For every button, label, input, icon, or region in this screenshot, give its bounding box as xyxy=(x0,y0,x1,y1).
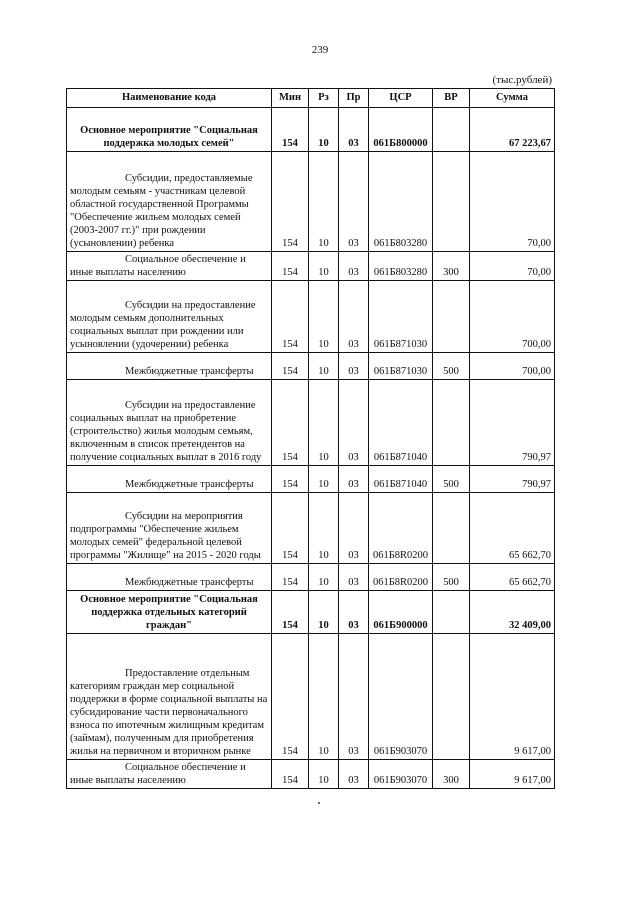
row-csr: 061Б803280 xyxy=(369,152,433,252)
table-header-row xyxy=(67,89,555,108)
row-min: 154 xyxy=(272,152,309,252)
table-row xyxy=(67,281,555,353)
row-csr: 061Б871040 xyxy=(369,466,433,493)
row-csr: 061Б8R0200 xyxy=(369,564,433,591)
row-sum: 9 617,00 xyxy=(470,634,555,760)
row-min: 154 xyxy=(272,108,309,152)
row-min: 154 xyxy=(272,353,309,380)
table-row xyxy=(67,466,555,493)
footer-dot xyxy=(318,802,320,804)
row-vr xyxy=(433,152,470,252)
row-min: 154 xyxy=(272,760,309,789)
col-header-min: Мин xyxy=(272,89,309,108)
row-csr: 061Б803280 xyxy=(369,252,433,281)
row-name: Межбюджетные трансферты xyxy=(67,466,272,493)
row-pr: 03 xyxy=(339,281,369,353)
table-row xyxy=(67,252,555,281)
row-name: Основное мероприятие "Социальная поддержка отдельных категорий граждан" xyxy=(67,591,272,634)
row-rz: 10 xyxy=(309,634,339,760)
row-sum: 700,00 xyxy=(470,353,555,380)
table-row xyxy=(67,564,555,591)
table-row xyxy=(67,380,555,466)
row-min: 154 xyxy=(272,466,309,493)
row-name: Социальное обеспечение и иные выплаты населению xyxy=(67,252,272,281)
row-min: 154 xyxy=(272,493,309,564)
row-pr: 03 xyxy=(339,252,369,281)
row-pr: 03 xyxy=(339,152,369,252)
row-vr: 300 xyxy=(433,252,470,281)
row-rz: 10 xyxy=(309,564,339,591)
page-number: 239 xyxy=(311,44,329,56)
row-pr: 03 xyxy=(339,353,369,380)
row-vr xyxy=(433,380,470,466)
row-name: Субсидии, предоставляемые молодым семьям - участникам целевой областной государственной Программы "Обеспечение жильем молодых семей (2003-2007 гг.)" при рождении (усыновлении) ребенка xyxy=(67,152,272,252)
table-row xyxy=(67,591,555,634)
row-min: 154 xyxy=(272,252,309,281)
row-vr xyxy=(433,634,470,760)
row-name: Предоставление отдельным категориям граждан мер социальной поддержки в форме социальной выплаты на субсидирование части первоначального взноса по ипотечным жилищным кредитам (займам), полученным для приобретения жилья на первичном и вторичном рынке xyxy=(67,634,272,760)
row-name: Основное мероприятие "Социальная поддержка молодых семей" xyxy=(67,108,272,152)
table-row xyxy=(67,152,555,252)
row-pr: 03 xyxy=(339,466,369,493)
row-pr: 03 xyxy=(339,108,369,152)
row-csr: 061Б871040 xyxy=(369,380,433,466)
row-rz: 10 xyxy=(309,380,339,466)
row-vr: 300 xyxy=(433,760,470,789)
row-csr: 061Б871030 xyxy=(369,353,433,380)
units-label: (тыс.рублей) xyxy=(492,74,552,86)
col-header-pr: Пр xyxy=(339,89,369,108)
row-name: Межбюджетные трансферты xyxy=(67,353,272,380)
budget-table xyxy=(66,88,555,789)
row-min: 154 xyxy=(272,564,309,591)
row-csr: 061Б903070 xyxy=(369,634,433,760)
row-rz: 10 xyxy=(309,252,339,281)
col-header-vr: ВР xyxy=(433,89,470,108)
row-rz: 10 xyxy=(309,591,339,634)
row-name: Субсидии на предоставление молодым семьям дополнительных социальных выплат при рождении или усыновлении (удочерении) ребенка xyxy=(67,281,272,353)
row-name: Субсидии на мероприятия подпрограммы "Обеспечение жильем молодых семей" федеральной целевой программы "Жилище" на 2015 - 2020 годы xyxy=(67,493,272,564)
row-name: Межбюджетные трансферты xyxy=(67,564,272,591)
row-pr: 03 xyxy=(339,760,369,789)
row-sum: 70,00 xyxy=(470,152,555,252)
row-sum: 790,97 xyxy=(470,466,555,493)
row-pr: 03 xyxy=(339,380,369,466)
row-pr: 03 xyxy=(339,564,369,591)
row-sum: 65 662,70 xyxy=(470,564,555,591)
row-vr: 500 xyxy=(433,466,470,493)
row-sum: 65 662,70 xyxy=(470,493,555,564)
row-min: 154 xyxy=(272,591,309,634)
row-sum: 32 409,00 xyxy=(470,591,555,634)
row-csr: 061Б871030 xyxy=(369,281,433,353)
row-rz: 10 xyxy=(309,760,339,789)
row-vr xyxy=(433,493,470,564)
row-pr: 03 xyxy=(339,591,369,634)
row-sum: 9 617,00 xyxy=(470,760,555,789)
table-row xyxy=(67,353,555,380)
table-row xyxy=(67,493,555,564)
row-vr xyxy=(433,591,470,634)
row-rz: 10 xyxy=(309,281,339,353)
row-name: Социальное обеспечение и иные выплаты населению xyxy=(67,760,272,789)
col-header-name: Наименование кода xyxy=(67,89,272,108)
row-min: 154 xyxy=(272,281,309,353)
row-sum: 67 223,67 xyxy=(470,108,555,152)
table-row xyxy=(67,108,555,152)
row-min: 154 xyxy=(272,634,309,760)
row-vr xyxy=(433,108,470,152)
col-header-sum: Сумма xyxy=(470,89,555,108)
row-sum: 790,97 xyxy=(470,380,555,466)
row-sum: 700,00 xyxy=(470,281,555,353)
row-csr: 061Б8R0200 xyxy=(369,493,433,564)
table-row xyxy=(67,760,555,789)
row-pr: 03 xyxy=(339,493,369,564)
row-csr: 061Б900000 xyxy=(369,591,433,634)
col-header-rz: Рз xyxy=(309,89,339,108)
row-name: Субсидии на предоставление социальных выплат на приобретение (строительство) жилья молодым семьям, включенным в список претендентов на получение социальных выплат в 2016 году xyxy=(67,380,272,466)
row-vr: 500 xyxy=(433,564,470,591)
row-rz: 10 xyxy=(309,353,339,380)
row-min: 154 xyxy=(272,380,309,466)
row-pr: 03 xyxy=(339,634,369,760)
row-vr xyxy=(433,281,470,353)
row-vr: 500 xyxy=(433,353,470,380)
row-csr: 061Б903070 xyxy=(369,760,433,789)
col-header-csr: ЦСР xyxy=(369,89,433,108)
row-sum: 70,00 xyxy=(470,252,555,281)
table-row xyxy=(67,634,555,760)
row-rz: 10 xyxy=(309,466,339,493)
row-rz: 10 xyxy=(309,152,339,252)
row-csr: 061Б800000 xyxy=(369,108,433,152)
row-rz: 10 xyxy=(309,493,339,564)
row-rz: 10 xyxy=(309,108,339,152)
